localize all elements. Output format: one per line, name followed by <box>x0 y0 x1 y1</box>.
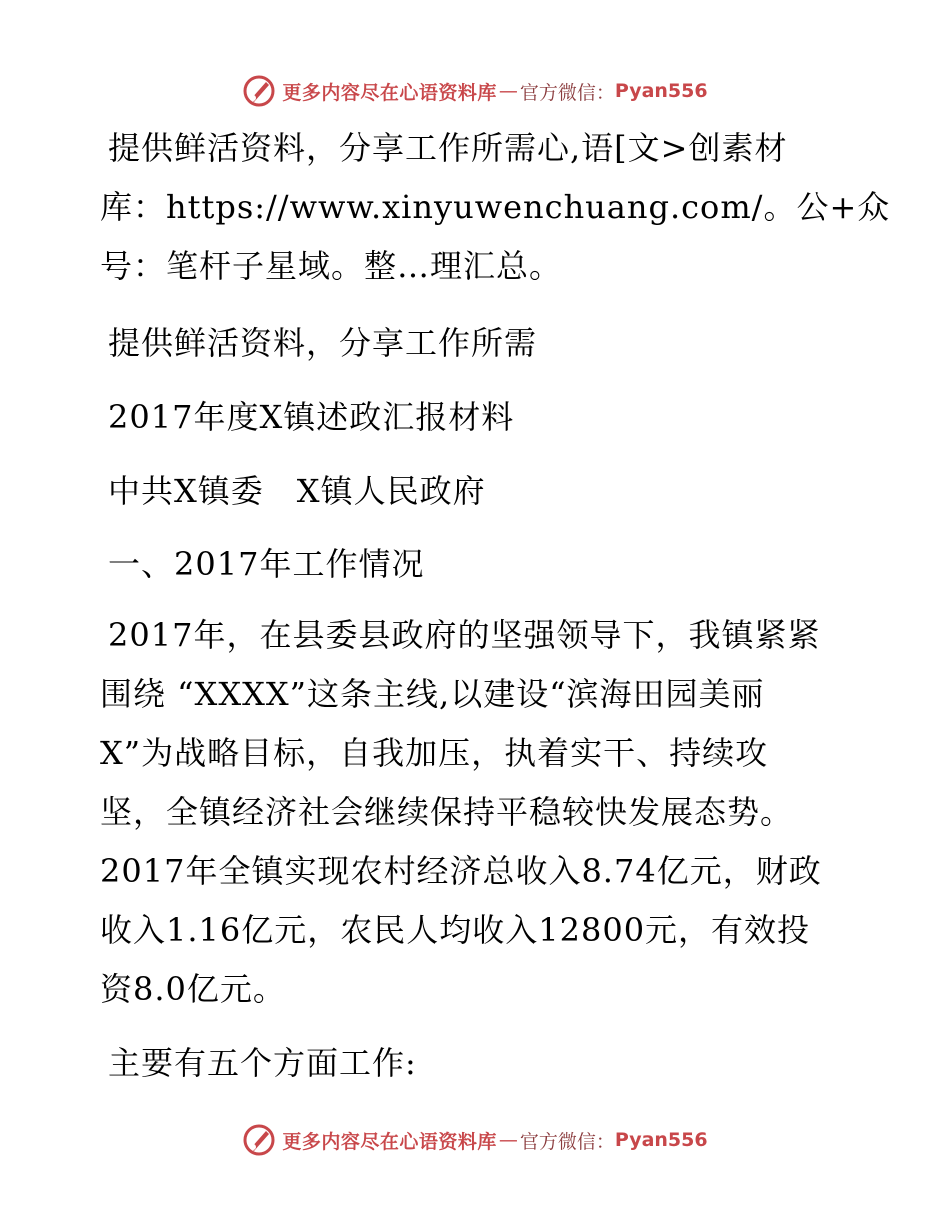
intro-line: 提供鲜活资料，分享工作所需心,语[文>创素材 <box>108 129 788 167</box>
document-title: 2017年度X镇述政汇报材料 <box>108 398 515 436</box>
subheading: 主要有五个方面工作: <box>108 1044 417 1082</box>
banner-text: 更多内容尽在心语资料库 <box>282 81 497 104</box>
body-line: 收入1.16亿元，农民人均收入12800元，有效投 <box>100 911 811 949</box>
body-line: 坚，全镇经济社会继续保持平稳较快发展态势。 <box>100 793 794 831</box>
body-line: 围绕 “XXXX”这条主线,以建设“滨海田园美丽 <box>100 675 765 713</box>
document-authors: 中共X镇委 X镇人民政府 <box>108 472 486 510</box>
banner-wechat-label: 官方微信： <box>519 1130 615 1153</box>
repeat-intro-line: 提供鲜活资料，分享工作所需 <box>108 324 538 362</box>
body-paragraph <box>100 606 822 1019</box>
pen-logo-icon <box>242 1123 276 1157</box>
section-heading: 一、2017年工作情况 <box>108 545 425 583</box>
body-line: 2017年全镇实现农村经济总收入8.74亿元，财政 <box>100 852 822 890</box>
body-line: 资8.0亿元。 <box>100 970 286 1008</box>
banner-separator: — <box>498 1129 518 1151</box>
banner-wechat-label: 官方微信： <box>519 81 615 104</box>
intro-paragraph <box>100 119 890 296</box>
banner-wechat-id: Pyan556 <box>614 1129 708 1151</box>
body-line: 2017年，在县委县政府的坚强领导下，我镇紧紧 <box>108 616 821 654</box>
intro-line: 库：https://www.xinyuwenchuang.com/。公+众 <box>100 188 891 226</box>
pen-logo-icon <box>242 74 276 108</box>
footer-watermark-banner <box>0 1120 950 1160</box>
banner-wechat-id: Pyan556 <box>614 80 708 102</box>
header-watermark-banner <box>0 71 950 111</box>
banner-separator: — <box>498 80 518 102</box>
body-line: X”为战略目标，自我加压，执着实干、持续攻 <box>100 734 769 772</box>
banner-text: 更多内容尽在心语资料库 <box>282 1130 497 1153</box>
intro-line: 号：笔杆子星域。整…理汇总。 <box>100 247 563 285</box>
